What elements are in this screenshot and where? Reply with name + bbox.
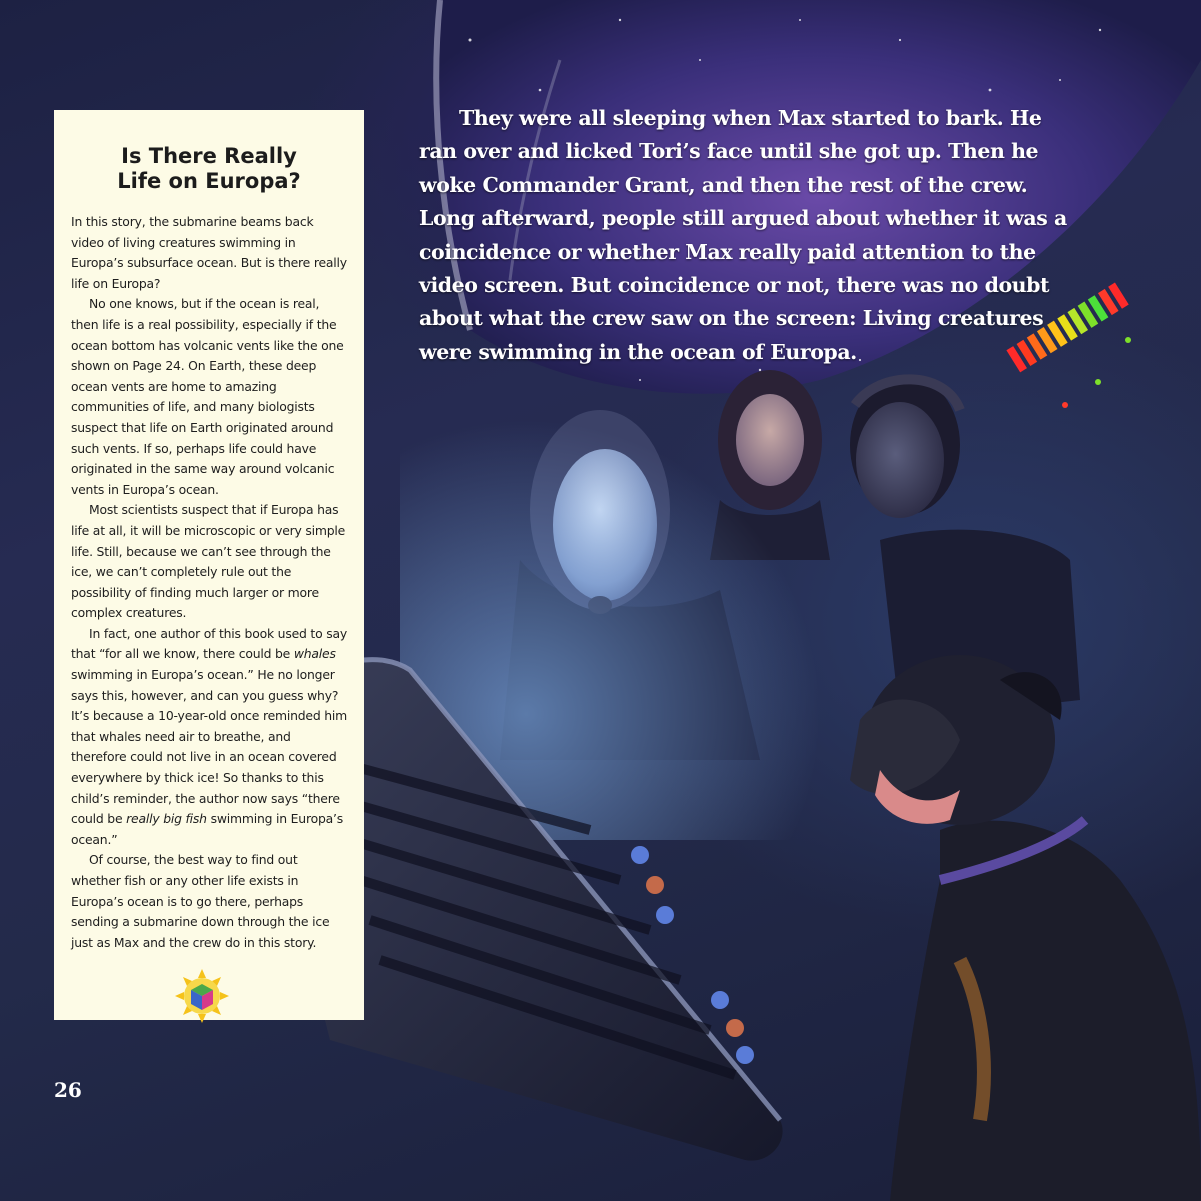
sidebar-box bbox=[54, 110, 364, 1020]
sidebar-paragraph bbox=[71, 500, 347, 624]
sidebar-text-segment: swimming in Europa’s ocean.” He no longer says this, however, and can you guess why? It’s because a 10-year-old once reminded him that whales need air to breathe, and therefore could not live in an ocean covered everywhere by thick ice! So thanks to this child’s reminder, the author now says “there could be bbox=[71, 667, 348, 827]
sidebar-paragraph bbox=[71, 294, 347, 500]
page-number: 26 bbox=[54, 1078, 82, 1102]
sidebar-paragraph bbox=[71, 850, 347, 953]
sidebar-emphasis: whales bbox=[293, 646, 336, 662]
sidebar-text-segment: No one knows, but if the ocean is real, then life is a real possibility, especially if the ocean bottom has volcanic vents like the one shown on Page 24. On Earth, these deep ocean vents are home to amazing communities of life, and many biologists suspect that life on Earth originated around such vents. If so, perhaps life could have originated in the same way around volcanic vents in Europa’s ocean. bbox=[71, 296, 344, 497]
sidebar-text-segment: In fact, one author of this book used to say that “for all we know, there could be bbox=[71, 625, 347, 662]
sidebar-paragraph bbox=[71, 624, 347, 851]
sidebar-body bbox=[71, 212, 347, 953]
sidebar-title: Is There Really Life on Europa? bbox=[117, 144, 301, 193]
sidebar-text-segment: Most scientists suspect that if Europa has life at all, it will be microscopic or very simple life. Still, because we can’t see through the ice, we can’t completely rule out the possibility of finding much larger or more complex creatures. bbox=[71, 502, 346, 621]
story-text: They were all sleeping when Max started to bark. He ran over and licked Tori’s face until she got up. Then he woke Commander Grant, and then the rest of the crew. Long afterward, people still argued about whether it was a coincidence or whether Max really paid attention to the video screen. But coincidence or not, there was no doubt about what the crew saw on the screen: Living creatures were swimming in the ocean of Europa. bbox=[419, 106, 1067, 364]
sidebar-text-segment: swimming in Europa’s ocean.” bbox=[71, 811, 344, 847]
sidebar-emphasis: really big fish bbox=[126, 811, 207, 827]
dog-max bbox=[850, 655, 1201, 1201]
sidebar-paragraph bbox=[71, 212, 347, 294]
sidebar-text-segment: In this story, the submarine beams back video of living creatures swimming in Europa’s subsurface ocean. But is there really life on Europa? bbox=[71, 214, 347, 291]
sidebar-text-segment: Of course, the best way to find out whether fish or any other life exists in Europa’s ocean is to go there, perhaps sending a submarine down through the ice just as Max and the crew do in this story. bbox=[71, 852, 330, 950]
publisher-logo bbox=[174, 968, 230, 1024]
